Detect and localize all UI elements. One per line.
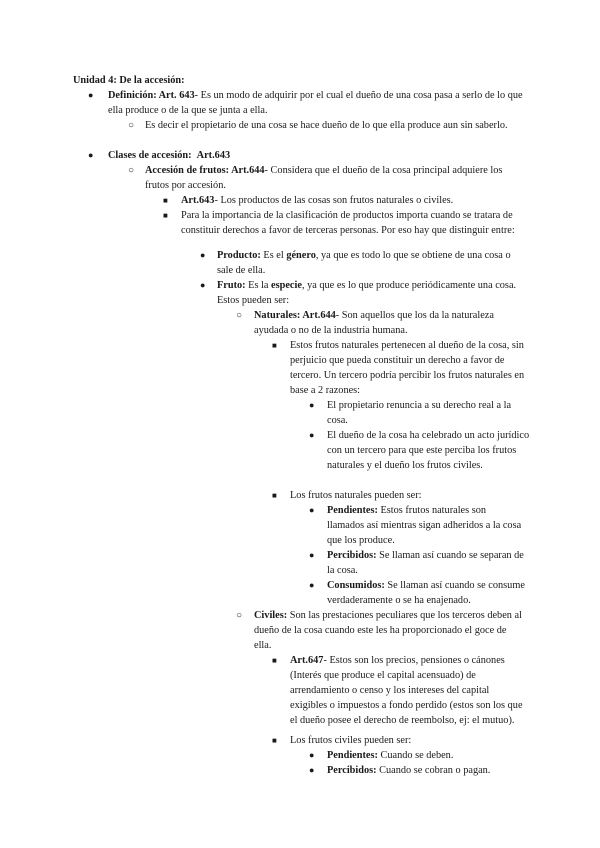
fruto-text: Es la — [245, 280, 272, 291]
definicion-label: Definición: Art. 643 — [108, 90, 195, 101]
producto-text: Es el — [260, 250, 287, 261]
frutos-item — [145, 163, 525, 193]
consumidos-item — [327, 578, 532, 608]
bullet-disc: ● — [309, 430, 315, 440]
bullet-disc: ● — [200, 250, 206, 260]
pertenecen-text: Estos frutos naturales pertenecen al dueño de la cosa, sin perjuicio que pueda constituir un derecho a favor de tercero. Un tercero podría percibir los frutos naturales en base a 2 razones: — [290, 340, 525, 396]
bullet-circle: ○ — [128, 165, 135, 176]
naturales-item — [254, 308, 524, 338]
bullet-square: ■ — [272, 656, 277, 665]
bullet-disc: ● — [88, 150, 94, 160]
civ-percibidos-text: Cuando se cobran o pagan. — [376, 765, 491, 776]
naturales-label: Naturales: Art.644 — [254, 310, 336, 321]
art643-text: - Los productos de las cosas son frutos naturales o civiles. — [214, 195, 454, 206]
civ-percibidos-item — [327, 763, 532, 778]
civiles-pueden-text: Los frutos civiles pueden ser: — [290, 735, 412, 746]
bullet-circle: ○ — [236, 610, 243, 621]
definicion-sub-text: Es decir el propietario de una cosa se hace dueño de lo que ella produce aun sin saberlo. — [145, 120, 508, 131]
pendientes-label: Pendientes: — [327, 505, 378, 516]
fruto-text: , ya que es lo que produce periódicamente una cosa. Estos pueden ser: — [217, 280, 517, 306]
pertenecen-item — [290, 338, 530, 398]
civ-pendientes-label: Pendientes: — [327, 750, 378, 761]
fruto-item — [217, 278, 517, 308]
naturales-text: - Son aquellos que los da la naturaleza ayudada o no de la industria humana. — [254, 310, 494, 336]
bullet-square: ■ — [272, 341, 277, 350]
fruto-label: Fruto: — [217, 280, 246, 291]
bullet-disc: ● — [309, 765, 315, 775]
bullet-square: ■ — [163, 211, 168, 220]
art647-text: - Estos son los precios, pensiones o cánones (Interés que produce el capital acensuado) de arrendamiento o censo y los intereses del capital exigibles o impuestos a fondo perdido (estos son los que el dueño posee el derecho de reembolso, ej: el mutuo). — [290, 655, 523, 726]
percibidos-text: Se llaman así cuando se separan de la cosa. — [327, 550, 524, 576]
unit-title: Unidad 4: De la accesión: — [73, 75, 185, 86]
bullet-disc: ● — [309, 505, 315, 515]
bullet-square: ■ — [272, 491, 277, 500]
bullet-disc: ● — [309, 400, 315, 410]
bullet-disc: ● — [309, 580, 315, 590]
importancia-text: Para la importancia de la clasificación de productos importa cuando se tratara de constituir derechos a favor de terceras personas. Por eso hay que distinguir entre: — [181, 210, 515, 236]
producto-bold: género — [286, 250, 316, 261]
bullet-square: ■ — [272, 736, 277, 745]
clases-art: Art.643 — [196, 150, 231, 161]
importancia-item — [181, 208, 529, 238]
bullet-circle: ○ — [128, 120, 135, 131]
razon1-text: El propietario renuncia a su derecho real a la cosa. — [327, 400, 512, 426]
art647-item — [290, 653, 528, 728]
clases-label: Clases de accesión: — [108, 150, 192, 161]
razon2-text: El dueño de la cosa ha celebrado un acto jurídico con un tercero para que este perciba los frutos naturales y el dueño los frutos civiles. — [327, 430, 530, 471]
art643-item — [181, 193, 526, 208]
frutos-label: Accesión de frutos: Art.644 — [145, 165, 265, 176]
naturales-pueden-text: Los frutos naturales pueden ser: — [290, 490, 422, 501]
civiles-text: Son las prestaciones peculiares que los terceros deben al dueño de la cosa cuando este les ha proporcionado el goce de ella. — [254, 610, 522, 651]
razon2-item — [327, 428, 530, 473]
art643-label: Art.643 — [181, 195, 215, 206]
civ-pendientes-text: Cuando se deben. — [377, 750, 454, 761]
bullet-circle: ○ — [236, 310, 243, 321]
definicion-text: - Es un modo de adquirir por el cual el dueño de una cosa pasa a serlo de lo que ella produce o de la que se junta a ella. — [108, 90, 523, 116]
frutos-text: - Considera que el dueño de la cosa principal adquiere los frutos por accesión. — [145, 165, 503, 191]
pendientes-item — [327, 503, 525, 548]
bullet-square: ■ — [163, 196, 168, 205]
bullet-disc: ● — [309, 750, 315, 760]
bullet-disc: ● — [200, 280, 206, 290]
civiles-label: Civiles: — [254, 610, 288, 621]
pendientes-text: Estos frutos naturales son llamados así mientras sigan adheridos a la cosa que los produce. — [327, 505, 522, 546]
percibidos-item — [327, 548, 532, 578]
producto-label: Producto: — [217, 250, 261, 261]
naturales-pueden-item — [290, 488, 530, 503]
consumidos-text: Se llaman así cuando se consume verdaderamente o se ha enajenado. — [327, 580, 525, 606]
definicion-sub-item — [145, 118, 515, 133]
art647-label: Art.647 — [290, 655, 324, 666]
producto-item — [217, 248, 527, 278]
definicion-item — [108, 88, 528, 118]
civiles-pueden-item — [290, 733, 530, 748]
consumidos-label: Consumidos: — [327, 580, 385, 591]
civiles-item — [254, 608, 524, 653]
fruto-bold: especie — [271, 280, 302, 291]
producto-text: , ya que es todo lo que se obtiene de una cosa o sale de ella. — [217, 250, 511, 276]
bullet-disc: ● — [309, 550, 315, 560]
bullet-disc: ● — [88, 90, 94, 100]
civ-pendientes-item — [327, 748, 532, 763]
civ-percibidos-label: Percibidos: — [327, 765, 377, 776]
razon1-item — [327, 398, 530, 428]
clases-item — [108, 148, 528, 163]
percibidos-label: Percibidos: — [327, 550, 377, 561]
